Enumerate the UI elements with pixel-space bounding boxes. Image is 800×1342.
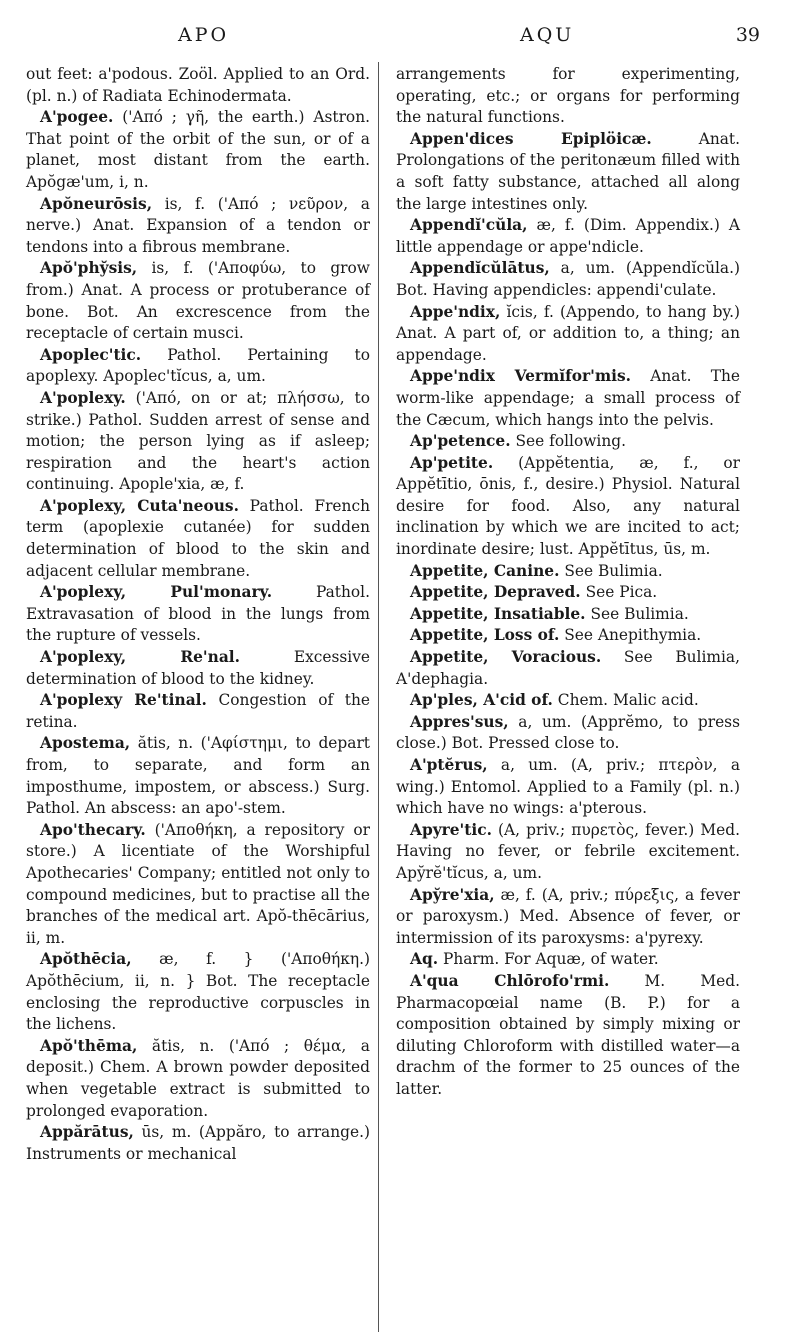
- column-divider: [378, 62, 379, 1332]
- dictionary-entry: [26, 388, 370, 496]
- dictionary-entry: [396, 971, 740, 1101]
- entry-headword: Appe'ndix Vermĭfor'mis.: [410, 367, 632, 386]
- entry-headword: A'poplexy Re'tinal.: [40, 691, 207, 710]
- entry-headword: Appetite, Insatiable.: [410, 604, 586, 623]
- entry-text: Pathol. Pertaining to apoplexy. Apoplec'tĭcus, a, um.: [26, 345, 370, 386]
- dictionary-entry: [396, 885, 740, 950]
- dictionary-entry: [26, 258, 370, 344]
- dictionary-entry: [396, 431, 740, 453]
- entry-headword: Appetite, Voracious.: [410, 648, 602, 667]
- entry-headword: Appen'dices Epiplöicæ.: [410, 129, 652, 148]
- dictionary-entry: [26, 345, 370, 388]
- entry-headword: A'poplexy, Pul'monary.: [40, 583, 273, 602]
- dictionary-entry: [26, 496, 370, 582]
- entry-text: (Appĕtentia, æ, f., or Appĕtītio, ōnis, f., desire.) Physiol. Natural desire for food. Also, any natural inclination by which we are incited to act; inordinate desire; lust. Appĕtītus, ūs, m.: [396, 453, 740, 559]
- entry-text: Pathol. Extravasation of blood in the lungs from the rupture of vessels.: [26, 583, 370, 645]
- dictionary-entry: [396, 64, 740, 129]
- entry-text: ătis, n. ('Από ; θέμα, a deposit.) Chem. A brown powder deposited when vegetable extract is submitted to prolonged evaporation.: [26, 1036, 370, 1120]
- entry-text: Anat. Prolongations of the peritonæum filled with a soft fatty substance, attached all along the large intestines only.: [396, 129, 740, 213]
- dictionary-entry: [396, 258, 740, 301]
- entry-headword: Ap'petence.: [410, 432, 511, 451]
- entry-text: a, um. (A, priv.; πτερὸν, a wing.) Entomol. Applied to a Family (pl. n.) which have no wings: a'pterous.: [396, 756, 740, 818]
- dictionary-entry: [396, 712, 740, 755]
- entry-text: See Anepithymia.: [564, 626, 702, 645]
- entry-headword: A'pogee.: [40, 108, 114, 127]
- dictionary-entry: [396, 582, 740, 604]
- dictionary-entry: [26, 733, 370, 819]
- dictionary-entry: [396, 215, 740, 258]
- dictionary-entry: [396, 302, 740, 367]
- entry-text: æ, f. (A, priv.; πύρεξις, a fever or paroxysm.) Med. Absence of fever, or intermission of its paroxysms: a'pyrexy.: [396, 885, 740, 947]
- entry-text: See following.: [515, 432, 626, 451]
- page-number: 39: [735, 24, 760, 46]
- dictionary-entry: [396, 625, 740, 647]
- dictionary-entry: [396, 561, 740, 583]
- entry-headword: Ap'ples, A'cid of.: [410, 691, 553, 710]
- entry-text: (A, priv.; πυρετὸς, fever.) Med. Having no fever, or febrile excitement. Apy̆rĕ'tĭcus, a, um.: [396, 820, 740, 882]
- dictionary-entry: [396, 366, 740, 431]
- entry-headword: Ap'petite.: [410, 453, 494, 472]
- entry-text: ătis, n. ('Αφίστημι, to depart from, to separate, and form an imposthume, impostem, or abscess.) Surg. Pathol. An abscess: an apo'-stem.: [26, 734, 370, 818]
- entry-text: æ, f. } ('Αποθήκη.) Apŏthēcium, ii, n. } Bot. The receptacle enclosing the reproductive corpuscles in the lichens.: [26, 950, 370, 1034]
- entry-text: æ, f. (Dim. Appendix.) A little appendage or appe'ndicle.: [396, 216, 740, 256]
- entry-text: Pharm. For Aquæ, of water.: [442, 950, 659, 969]
- dictionary-entry: [26, 647, 370, 690]
- entry-headword: Aq.: [410, 950, 439, 969]
- entry-text: Congestion of the retina.: [26, 691, 370, 731]
- entry-headword: Apŏneurōsis,: [40, 194, 153, 213]
- dictionary-entry: [26, 690, 370, 733]
- entry-headword: Apyre'tic.: [410, 820, 492, 839]
- dictionary-entry: [396, 453, 740, 561]
- left-column: [26, 64, 370, 1165]
- entry-text: ('Από, on or at; πλήσσω, to strike.) Pathol. Sudden arrest of sense and motion; the person lying as if asleep; respiration and the heart's action continuing. Apople'xia, æ, f.: [26, 388, 370, 494]
- entry-text: Excessive determination of blood to the kidney.: [26, 648, 370, 688]
- entry-headword: Apo'thecary.: [40, 820, 146, 839]
- dictionary-entry: [396, 949, 740, 971]
- dictionary-entry: [26, 820, 370, 950]
- dictionary-entry: [26, 1036, 370, 1122]
- dictionary-entry: [26, 64, 370, 107]
- entry-text: See Bulimia.: [590, 604, 689, 623]
- entry-headword: A'qua Chlōrofo'rmi.: [410, 971, 610, 990]
- dictionary-entry: [396, 129, 740, 215]
- dictionary-entry: [396, 604, 740, 626]
- entry-text: arrangements for experimenting, operating, etc.; or organs for performing the natural functions.: [396, 65, 740, 127]
- entry-text: M. Med. Pharmacopœial name (B. P.) for a composition obtained by simply mixing or diluting Chloroform with distilled water—a drachm of the former to 25 ounces of the latter.: [396, 971, 740, 1098]
- entry-text: See Bulimia.: [564, 561, 663, 580]
- running-header: [0, 24, 800, 54]
- entry-text: ūs, m. (Appăro, to arrange.) Instruments or mechanical: [26, 1123, 370, 1163]
- entry-headword: Appetite, Depraved.: [410, 583, 581, 602]
- entry-headword: A'poplexy, Cuta'neous.: [40, 496, 239, 515]
- entry-text: a, um. (Apprĕmo, to press close.) Bot. Pressed close to.: [396, 712, 740, 753]
- entry-text: Chem. Malic acid.: [557, 691, 699, 710]
- entry-text: Pathol. French term (apoplexie cutanée) for sudden determination of blood to the skin and adjacent cellular membrane.: [26, 496, 370, 580]
- dictionary-entry: [26, 582, 370, 647]
- entry-text: out feet: a'podous. Zoöl. Applied to an Ord. (pl. n.) of Radiata Echinodermata.: [26, 65, 370, 105]
- dictionary-entry: [26, 107, 370, 193]
- entry-text: ('Αποθήκη, a repository or store.) A licentiate of the Worshipful Apothecaries' Company; entitled not only to compound medicines, but to practise all the branches of the medical art. Apŏ-thēcārius, ii, m.: [26, 820, 370, 947]
- entry-text: is, f. ('Αποφύω, to grow from.) Anat. A process or protuberance of bone. Bot. An excrescence from the receptacle of certain musci.: [26, 259, 370, 343]
- right-column: [396, 64, 740, 1101]
- entry-headword: Appres'sus,: [410, 712, 509, 731]
- dictionary-entry: [396, 647, 740, 690]
- entry-text: See Bulimia, A'dephagia.: [396, 648, 740, 688]
- entry-headword: A'poplexy, Re'nal.: [40, 648, 241, 667]
- entry-text: ('Από ; γῆ, the earth.) Astron. That point of the orbit of the sun, or of a planet, most distant from the earth. Apŏgæ'um, i, n.: [26, 108, 370, 191]
- entry-headword: Appendĭcŭlātus,: [410, 259, 550, 278]
- entry-text: a, um. (Appendĭcŭla.) Bot. Having appendicles: appendi'culate.: [396, 259, 740, 299]
- entry-headword: Appendĭ'cŭla,: [410, 216, 528, 235]
- entry-headword: Apŏ'thēma,: [40, 1036, 138, 1055]
- dictionary-entry: [26, 194, 370, 259]
- entry-text: ĭcis, f. (Appendo, to hang by.) Anat. A part of, or addition to, a thing; an appendage.: [396, 302, 740, 364]
- entry-headword: Appe'ndix,: [410, 302, 501, 321]
- header-left-guideword: APO: [178, 24, 230, 46]
- entry-headword: Apy̆re'xia,: [410, 885, 495, 904]
- dictionary-entry: [396, 755, 740, 820]
- dictionary-entry: [26, 949, 370, 1035]
- entry-headword: Appetite, Loss of.: [410, 626, 560, 645]
- entry-headword: Apŏthēcia,: [40, 950, 132, 969]
- dictionary-entry: [396, 820, 740, 885]
- entry-headword: Apostema,: [40, 734, 131, 753]
- dictionary-entry: [26, 1122, 370, 1165]
- entry-text: See Pica.: [585, 583, 658, 602]
- entry-text: Anat. The worm-like appendage; a small process of the Cæcum, which hangs into the pelvis.: [396, 367, 740, 429]
- entry-headword: A'poplexy.: [40, 388, 126, 407]
- header-right-guideword: AQU: [520, 24, 575, 46]
- entry-headword: Appetite, Canine.: [410, 561, 560, 580]
- entry-headword: Appărātus,: [40, 1123, 134, 1142]
- entry-headword: A'ptĕrus,: [410, 756, 488, 774]
- entry-headword: Apoplec'tic.: [40, 345, 142, 364]
- entry-text: is, f. ('Από ; νεῦρον, a nerve.) Anat. Expansion of a tendon or tendons into a fibrous membrane.: [26, 194, 370, 256]
- entry-headword: Apŏ'phy̆sis,: [40, 259, 138, 278]
- dictionary-entry: [396, 690, 740, 712]
